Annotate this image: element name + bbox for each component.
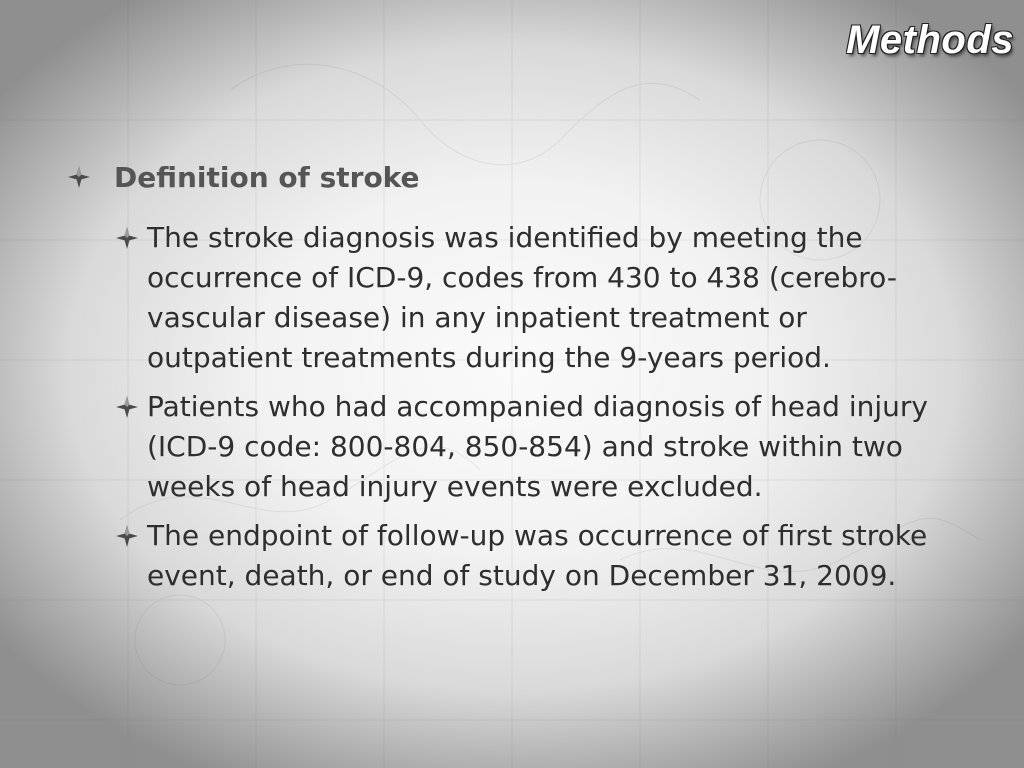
slide-title: Methods bbox=[846, 18, 1014, 62]
sub-bullet-endpoint bbox=[116, 516, 968, 596]
sub-bullet-list bbox=[116, 218, 968, 596]
four-point-star-bullet-icon bbox=[116, 396, 138, 418]
sub-bullet-text: Patients who had accompanied diagnosis of head injury (ICD-9 code: 800-804, 850-854) and stroke within two weeks of head injury events were excluded. bbox=[147, 390, 928, 503]
sub-bullet-text: The endpoint of follow-up was occurrence of first stroke event, death, or end of study on December 31, 2009. bbox=[147, 519, 928, 592]
bullet-definition-of-stroke bbox=[68, 158, 968, 198]
four-point-star-bullet-icon bbox=[116, 525, 138, 547]
sub-bullet-exclusion bbox=[116, 387, 968, 507]
sub-bullet-diagnosis bbox=[116, 218, 968, 378]
four-point-star-bullet-icon bbox=[116, 227, 138, 249]
sub-bullet-text: The stroke diagnosis was identified by meeting the occurrence of ICD-9, codes from 430 to 438 (cerebro-vascular disease) in any inpatient treatment or outpatient treatments during the 9-years period. bbox=[147, 221, 897, 374]
four-point-star-bullet-icon bbox=[68, 166, 90, 188]
bullet-heading: Definition of stroke bbox=[114, 161, 420, 194]
slide-body bbox=[68, 158, 968, 605]
